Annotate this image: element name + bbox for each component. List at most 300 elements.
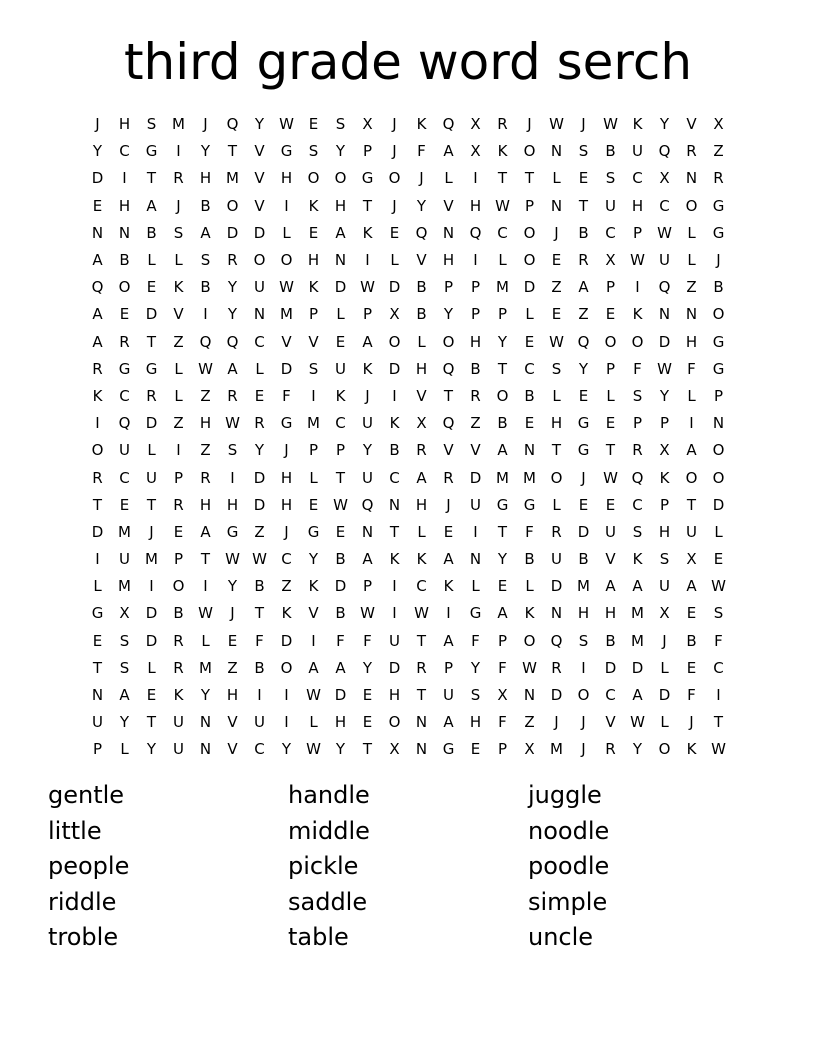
grid-letter: E <box>713 550 724 569</box>
grid-letter: J <box>149 522 154 541</box>
grid-letter: Z <box>173 414 184 433</box>
word-list-item: simple <box>528 887 608 916</box>
grid-letter: N <box>415 713 428 732</box>
grid-letter: O <box>550 468 563 487</box>
grid-letter: X <box>497 686 508 705</box>
grid-letter: D <box>280 359 293 378</box>
grid-letter: M <box>550 740 563 759</box>
grid-letter: J <box>95 115 100 134</box>
grid-letter: G <box>577 441 590 460</box>
grid-letter: J <box>581 713 586 732</box>
grid-letter: O <box>523 251 536 270</box>
grid-letter: F <box>498 658 507 677</box>
grid-letter: U <box>632 142 643 161</box>
grid-letter: R <box>605 740 616 759</box>
grid-letter: C <box>605 686 616 705</box>
grid-letter: Z <box>470 414 481 433</box>
grid-letter: E <box>308 115 319 134</box>
grid-letter: U <box>335 359 346 378</box>
grid-letter: T <box>416 686 427 705</box>
grid-letter: A <box>632 686 643 705</box>
grid-letter: V <box>416 251 427 270</box>
grid-letter: O <box>388 713 401 732</box>
grid-letter: H <box>118 196 131 215</box>
grid-letter: G <box>712 359 725 378</box>
grid-letter: V <box>254 196 265 215</box>
grid-letter: R <box>443 468 454 487</box>
grid-letter: O <box>253 251 266 270</box>
grid-letter: Y <box>227 278 238 297</box>
grid-letter: G <box>307 522 320 541</box>
grid-letter: T <box>335 468 346 487</box>
grid-letter: S <box>335 115 346 134</box>
grid-letter: M <box>172 115 185 134</box>
grid-row <box>84 464 732 491</box>
grid-letter: D <box>523 278 536 297</box>
grid-letter: E <box>524 332 535 351</box>
grid-letter: A <box>92 251 103 270</box>
grid-letter: T <box>227 142 238 161</box>
grid-letter: X <box>659 604 670 623</box>
grid-letter: A <box>686 577 697 596</box>
grid-letter: J <box>230 604 235 623</box>
grid-letter: P <box>659 495 670 514</box>
grid-letter: G <box>469 604 482 623</box>
grid-letter: J <box>176 196 181 215</box>
grid-letter: N <box>199 740 212 759</box>
grid-letter: E <box>119 495 130 514</box>
grid-letter: H <box>280 468 293 487</box>
grid-letter: P <box>470 278 481 297</box>
grid-letter: X <box>686 550 697 569</box>
grid-letter: U <box>362 414 373 433</box>
grid-letter: D <box>388 658 401 677</box>
grid-letter: J <box>392 142 397 161</box>
grid-letter: Q <box>631 468 644 487</box>
grid-letter: T <box>524 169 535 188</box>
grid-letter: J <box>716 251 721 270</box>
word-list-item: table <box>288 923 349 951</box>
grid-letter: W <box>279 115 294 134</box>
grid-letter: Q <box>442 414 455 433</box>
grid-letter: Z <box>173 332 184 351</box>
grid-letter: E <box>308 223 319 242</box>
grid-letter: D <box>253 223 266 242</box>
grid-letter: J <box>446 495 451 514</box>
grid-row <box>84 546 732 573</box>
grid-letter: B <box>335 550 346 569</box>
grid-letter: S <box>551 359 562 378</box>
grid-letter: B <box>335 604 346 623</box>
grid-letter: I <box>176 441 181 460</box>
grid-letter: W <box>549 115 564 134</box>
grid-letter: V <box>470 441 481 460</box>
grid-letter: N <box>253 305 266 324</box>
grid-letter: A <box>146 196 157 215</box>
grid-letter: Y <box>659 115 670 134</box>
grid-letter: T <box>92 495 103 514</box>
grid-letter: Y <box>362 658 373 677</box>
grid-letter: G <box>712 196 725 215</box>
grid-letter: U <box>470 495 481 514</box>
grid-letter: R <box>551 522 562 541</box>
grid-letter: U <box>389 631 400 650</box>
grid-letter: W <box>306 686 321 705</box>
grid-letter: Y <box>254 441 265 460</box>
grid-letter: P <box>497 631 508 650</box>
grid-letter: A <box>443 631 454 650</box>
grid-letter: Z <box>254 522 265 541</box>
grid-letter: P <box>308 305 319 324</box>
grid-letter: B <box>686 631 697 650</box>
grid-letter: N <box>442 223 455 242</box>
grid-letter: P <box>362 305 373 324</box>
grid-letter: K <box>416 550 427 569</box>
grid-letter: G <box>496 495 509 514</box>
grid-letter: H <box>631 196 644 215</box>
grid-letter: O <box>226 196 239 215</box>
grid-letter: X <box>389 740 400 759</box>
grid-letter: O <box>280 658 293 677</box>
grid-letter: M <box>523 468 536 487</box>
grid-letter: E <box>605 305 616 324</box>
grid-letter: L <box>525 305 534 324</box>
grid-letter: D <box>658 686 671 705</box>
grid-letter: U <box>254 713 265 732</box>
grid-letter: I <box>284 713 289 732</box>
word-list-item: noodle <box>528 816 610 845</box>
grid-letter: B <box>713 278 724 297</box>
grid-letter: O <box>334 169 347 188</box>
grid-letter: P <box>173 468 184 487</box>
grid-letter: R <box>92 359 103 378</box>
grid-letter: P <box>713 386 724 405</box>
grid-letter: W <box>198 359 213 378</box>
grid-letter: E <box>443 522 454 541</box>
grid-letter: D <box>253 495 266 514</box>
grid-letter: S <box>173 223 184 242</box>
grid-letter: D <box>145 305 158 324</box>
grid-letter: Z <box>227 658 238 677</box>
grid-letter: I <box>392 386 397 405</box>
grid-letter: K <box>632 550 643 569</box>
grid-letter: E <box>578 495 589 514</box>
grid-letter: V <box>281 332 292 351</box>
grid-letter: Y <box>497 332 508 351</box>
grid-letter: W <box>657 223 672 242</box>
grid-letter: P <box>362 142 373 161</box>
grid-letter: I <box>203 577 208 596</box>
grid-letter: A <box>92 332 103 351</box>
grid-letter: F <box>714 631 723 650</box>
grid-letter: B <box>524 550 535 569</box>
grid-letter: F <box>336 631 345 650</box>
grid-letter: F <box>417 142 426 161</box>
grid-letter: B <box>119 251 130 270</box>
grid-letter: R <box>497 115 508 134</box>
grid-letter: I <box>311 631 316 650</box>
grid-letter: U <box>551 550 562 569</box>
grid-letter: M <box>307 414 320 433</box>
grid-letter: U <box>362 468 373 487</box>
grid-letter: W <box>630 713 645 732</box>
grid-letter: N <box>91 686 104 705</box>
word-list-item: juggle <box>528 781 602 809</box>
grid-letter: O <box>712 305 725 324</box>
grid-letter: Y <box>200 686 211 705</box>
grid-letter: R <box>470 386 481 405</box>
grid-letter: O <box>280 251 293 270</box>
grid-letter: R <box>254 414 265 433</box>
grid-letter: A <box>362 550 373 569</box>
grid-letter: L <box>660 713 669 732</box>
grid-letter: D <box>388 359 401 378</box>
grid-letter: A <box>605 577 616 596</box>
grid-letter: B <box>578 223 589 242</box>
word-list-item: pickle <box>288 852 359 880</box>
grid-letter: V <box>443 441 454 460</box>
grid-letter: O <box>712 441 725 460</box>
grid-letter: K <box>686 740 697 759</box>
grid-letter: E <box>308 495 319 514</box>
grid-letter: D <box>145 604 158 623</box>
grid-letter: J <box>392 115 397 134</box>
grid-letter: Q <box>658 142 671 161</box>
grid-letter: X <box>524 740 535 759</box>
grid-letter: H <box>280 495 293 514</box>
grid-letter: D <box>280 631 293 650</box>
grid-letter: B <box>605 142 616 161</box>
grid-letter: K <box>632 115 643 134</box>
grid-letter: R <box>578 251 589 270</box>
grid-letter: W <box>603 115 618 134</box>
grid-letter: V <box>416 386 427 405</box>
grid-letter: K <box>173 686 184 705</box>
grid-letter: O <box>496 386 509 405</box>
word-list-item: uncle <box>528 923 594 951</box>
grid-letter: A <box>362 332 373 351</box>
word-list-item: gentle <box>48 781 125 809</box>
grid-letter: E <box>119 305 130 324</box>
grid-letter: F <box>282 386 291 405</box>
grid-letter: X <box>470 115 481 134</box>
grid-letter: D <box>604 658 617 677</box>
grid-letter: K <box>308 196 319 215</box>
grid-letter: X <box>362 115 373 134</box>
grid-letter: K <box>443 577 454 596</box>
grid-letter: E <box>605 414 616 433</box>
grid-letter: U <box>659 577 670 596</box>
grid-letter: H <box>469 713 482 732</box>
grid-letter: Y <box>227 577 238 596</box>
grid-row <box>84 329 732 356</box>
grid-letter: I <box>365 251 370 270</box>
grid-letter: J <box>392 196 397 215</box>
grid-letter: B <box>497 414 508 433</box>
grid-letter: Y <box>335 142 346 161</box>
grid-letter: R <box>416 658 427 677</box>
grid-letter: B <box>200 278 211 297</box>
grid-letter: N <box>685 169 698 188</box>
grid-letter: H <box>550 414 563 433</box>
grid-letter: J <box>284 522 289 541</box>
grid-letter: H <box>685 332 698 351</box>
grid-letter: L <box>552 495 561 514</box>
grid-letter: A <box>200 223 211 242</box>
grid-row <box>84 655 732 682</box>
grid-letter: L <box>255 359 264 378</box>
grid-letter: E <box>470 740 481 759</box>
grid-letter: W <box>252 550 267 569</box>
grid-letter: E <box>551 251 562 270</box>
grid-letter: H <box>307 251 320 270</box>
grid-letter: Y <box>119 713 130 732</box>
grid-letter: I <box>311 386 316 405</box>
grid-letter: A <box>632 577 643 596</box>
grid-letter: L <box>471 577 480 596</box>
grid-letter: L <box>120 740 129 759</box>
grid-letter: W <box>360 604 375 623</box>
grid-letter: E <box>335 522 346 541</box>
grid-letter: H <box>442 251 455 270</box>
grid-row <box>84 356 732 383</box>
grid-letter: J <box>365 386 370 405</box>
page-title: third grade word serch <box>123 33 693 91</box>
grid-letter: H <box>199 495 212 514</box>
word-list <box>48 778 768 956</box>
grid-letter: W <box>549 332 564 351</box>
grid-row <box>84 301 732 328</box>
grid-letter: T <box>605 441 616 460</box>
grid-letter: C <box>416 577 427 596</box>
grid-letter: N <box>415 740 428 759</box>
grid-letter: E <box>227 631 238 650</box>
grid-letter: J <box>689 713 694 732</box>
grid-letter: A <box>686 441 697 460</box>
grid-letter: U <box>659 251 670 270</box>
grid-letter: K <box>389 550 400 569</box>
grid-letter: Q <box>118 414 131 433</box>
grid-letter: K <box>335 386 346 405</box>
grid-letter: H <box>334 713 347 732</box>
grid-letter: K <box>308 577 319 596</box>
grid-letter: K <box>92 386 103 405</box>
grid-letter: M <box>631 631 644 650</box>
grid-letter: L <box>498 251 507 270</box>
grid-letter: E <box>686 604 697 623</box>
grid-letter: V <box>254 169 265 188</box>
grid-letter: L <box>282 223 291 242</box>
grid-letter: I <box>95 414 100 433</box>
grid-letter: G <box>145 359 158 378</box>
grid-letter: B <box>470 359 481 378</box>
grid-letter: P <box>308 441 319 460</box>
grid-letter: E <box>146 686 157 705</box>
grid-letter: E <box>92 196 103 215</box>
grid-letter: V <box>308 604 319 623</box>
grid-letter: H <box>199 169 212 188</box>
grid-letter: T <box>497 169 508 188</box>
grid-letter: N <box>118 223 131 242</box>
grid-letter: A <box>497 441 508 460</box>
grid-letter: J <box>554 223 559 242</box>
grid-letter: M <box>145 550 158 569</box>
grid-row <box>84 410 732 437</box>
grid-letter: L <box>336 305 345 324</box>
grid-letter: A <box>308 658 319 677</box>
grid-letter: M <box>496 468 509 487</box>
grid-letter: L <box>309 468 318 487</box>
grid-letter: C <box>713 658 724 677</box>
grid-letter: U <box>173 713 184 732</box>
grid-letter: Y <box>470 658 481 677</box>
grid-letter: L <box>525 577 534 596</box>
grid-letter: F <box>633 359 642 378</box>
grid-letter: R <box>686 142 697 161</box>
grid-letter: P <box>362 577 373 596</box>
grid-letter: A <box>443 550 454 569</box>
grid-letter: I <box>230 468 235 487</box>
grid-letter: S <box>119 658 130 677</box>
grid-letter: D <box>334 577 347 596</box>
grid-row <box>84 492 732 519</box>
grid-letter: B <box>416 278 427 297</box>
grid-letter: B <box>605 631 616 650</box>
grid-letter: P <box>335 441 346 460</box>
grid-letter: X <box>119 604 130 623</box>
grid-letter: Q <box>442 115 455 134</box>
grid-letter: Q <box>361 495 374 514</box>
grid-letter: B <box>416 305 427 324</box>
grid-letter: Y <box>578 359 589 378</box>
grid-letter: J <box>203 115 208 134</box>
grid-letter: L <box>660 658 669 677</box>
grid-letter: A <box>200 522 211 541</box>
grid-letter: F <box>255 631 264 650</box>
grid-letter: C <box>632 495 643 514</box>
grid-letter: J <box>527 115 532 134</box>
word-list-item: people <box>48 852 130 880</box>
grid-letter: L <box>201 631 210 650</box>
grid-letter: I <box>716 686 721 705</box>
grid-letter: K <box>362 223 373 242</box>
grid-letter: O <box>91 441 104 460</box>
grid-letter: W <box>306 740 321 759</box>
grid-letter: Y <box>92 142 103 161</box>
grid-letter: Y <box>497 550 508 569</box>
grid-letter: D <box>550 686 563 705</box>
grid-letter: E <box>578 169 589 188</box>
grid-letter: R <box>200 468 211 487</box>
grid-letter: D <box>145 414 158 433</box>
grid-letter: K <box>173 278 184 297</box>
grid-row <box>84 247 732 274</box>
grid-letter: N <box>658 305 671 324</box>
grid-letter: O <box>307 169 320 188</box>
grid-letter: H <box>415 495 428 514</box>
grid-letter: K <box>389 414 400 433</box>
grid-letter: I <box>149 577 154 596</box>
grid-letter: I <box>392 577 397 596</box>
grid-letter: I <box>392 604 397 623</box>
grid-letter: O <box>442 332 455 351</box>
grid-letter: E <box>578 386 589 405</box>
grid-letter: G <box>226 522 239 541</box>
grid-letter: T <box>416 631 427 650</box>
grid-letter: B <box>173 604 184 623</box>
grid-letter: U <box>119 550 130 569</box>
grid-letter: V <box>227 713 238 732</box>
